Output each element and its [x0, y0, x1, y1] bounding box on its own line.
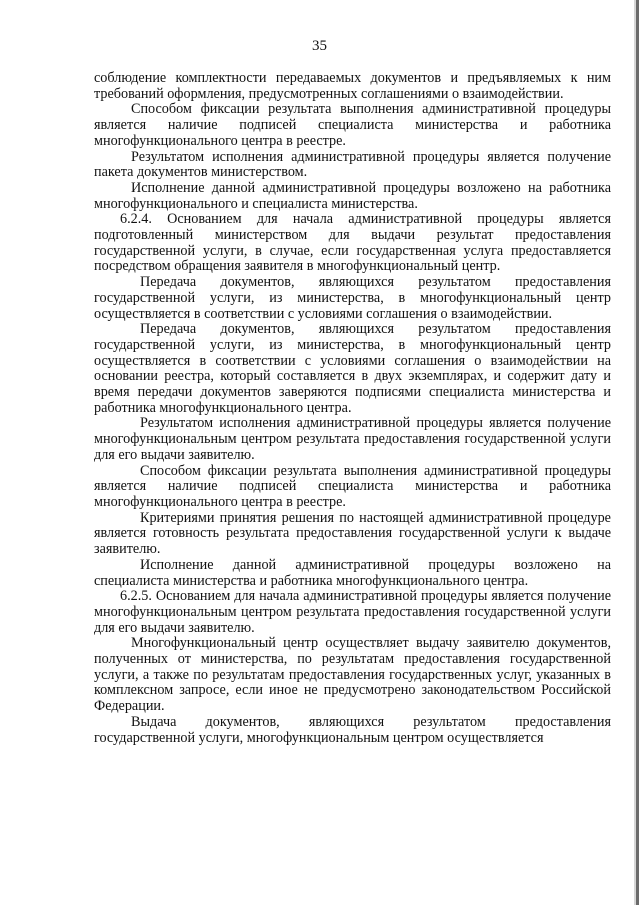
- paragraph-procedure-result: Результатом исполнения административной процедуры является получение пакета документов министерством.: [94, 148, 611, 181]
- paragraph-fixation-method: Способом фиксации результата выполнения административной процедуры является наличие подписей специалиста министерства и работника многофункционального центра в реестре.: [94, 462, 611, 510]
- paragraph-procedure-execution: Исполнение данной административной процедуры возложено на специалиста министерства и работника многофункционального центра.: [94, 556, 611, 589]
- paragraph-document-transfer: Передача документов, являющихся результатом предоставления государственной услуги, из министерства, в многофункциональный центр осуществляется в соответствии с условиями соглашения о взаимодействии.: [94, 274, 611, 322]
- paragraph-decision-criteria: Критериями принятия решения по настоящей административной процедуре является готовность результата предоставления государственной услуги к выдаче заявителю.: [94, 509, 611, 558]
- page-number: 35: [312, 38, 327, 54]
- document-body: [94, 71, 611, 746]
- paragraph-mfc-issuance: Многофункциональный центр осуществляет выдачу заявителю документов, полученных от министерства, по результатам предоставления государственной услуги, а также по результатам предоставления государственных услуг, указанных в комплексном запросе, если иное не предусмотрено законодательством Российской Федерации.: [94, 635, 611, 715]
- paragraph-6-2-4: 6.2.4. Основанием для начала административной процедуры является подготовленный министерством для выдачи результат предоставления государственной услуги, в случае, если государственная услуга предоставляется посредством обращения заявителя в многофункциональный центр.: [94, 211, 611, 275]
- paragraph-continuation: соблюдение комплектности передаваемых документов и предъявляемых к ним требований оформления, предусмотренных соглашениями о взаимодействии.: [94, 70, 611, 102]
- paragraph-procedure-execution: Исполнение данной административной процедуры возложено на работника многофункционального и специалиста министерства.: [94, 179, 611, 212]
- paragraph-document-transfer-registry: Передача документов, являющихся результатом предоставления государственной услуги, из министерства, в многофункциональный центр осуществляется в соответствии с условиями соглашения о взаимодействии на основании реестра, который составляется в двух экземплярах, и содержит дату и время передачи документов заверяются подписями специалиста министерства и работника многофункционального центра.: [94, 321, 611, 416]
- paragraph-fixation-method: Способом фиксации результата выполнения административной процедуры является наличие подписей специалиста министерства и работника многофункционального центра в реестре.: [94, 101, 611, 149]
- paragraph-6-2-5: 6.2.5. Основанием для начала административной процедуры является получение многофункциональным центром результата предоставления государственной услуги для его выдачи заявителю.: [94, 588, 611, 636]
- paragraph-procedure-result: Результатом исполнения административной процедуры является получение многофункциональным центром результата предоставления государственной услуги для его выдачи заявителю.: [94, 415, 611, 463]
- paragraph-issuance-continued: Выдача документов, являющихся результатом предоставления государственной услуги, многофункциональным центром осуществляется: [94, 713, 611, 746]
